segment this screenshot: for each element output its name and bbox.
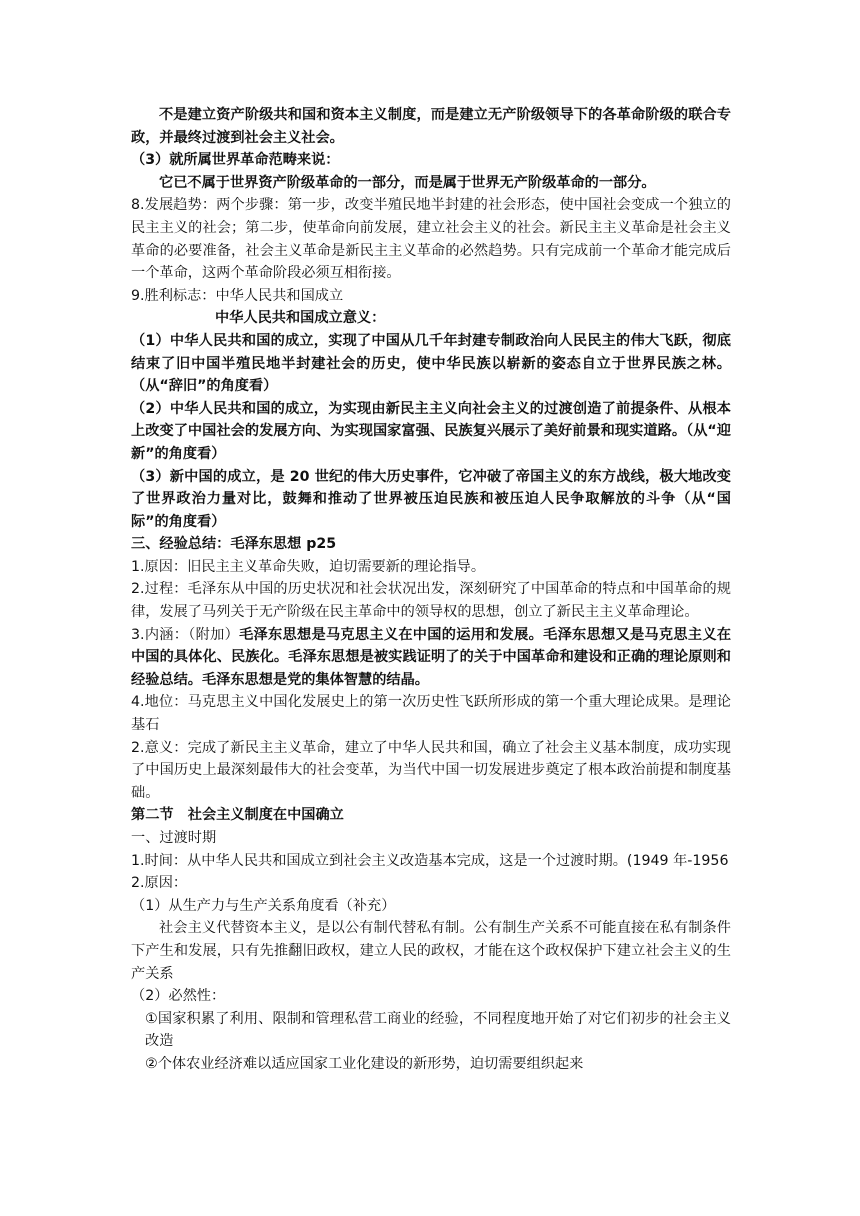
subheading: 中华人民共和国成立意义： <box>215 310 386 327</box>
paragraph: 1.时间：从中华人民共和国成立到社会主义改造基本完成，这是一个过渡时期。(1949 年-1956 <box>131 852 729 869</box>
document-page <box>131 104 731 1076</box>
paragraph: （3）新中国的成立，是 20 世纪的伟大历史事件，它冲破了帝国主义的东方战线，极大地改变了世界政治力量对比，鼓舞和推动了世界被压迫民族和被压迫人民争取解放的斗争（从“国际”的角度看） <box>131 468 731 530</box>
paragraph: ①国家积累了利用、限制和管理私营工商业的经验，不同程度地开始了对它们初步的社会主义改造 <box>145 1010 731 1050</box>
paragraph: 9.胜利标志：中华人民共和国成立 <box>131 287 344 304</box>
subheading: （3）就所属世界革命范畴来说： <box>131 152 340 169</box>
section-heading: 三、经验总结：毛泽东思想 p25 <box>131 536 337 553</box>
bold-text: 毛泽东思想是马克思主义在中国的运用和发展。毛泽东思想又是马克思主义在中国的具体化、民族化。毛泽东思想是被实践证明了的关于中国革命和建设和正确的理论原则和经验总结。毛泽东思想是党的集体智慧的结晶。 <box>131 626 732 688</box>
paragraph: 4.地位：马克思主义中国化发展史上的第一次历史性飞跃所形成的第一个重大理论成果。是理论基石 <box>131 694 731 734</box>
paragraph: 2.意义：完成了新民主主义革命，建立了中华人民共和国，确立了社会主义基本制度，成功实现了中国历史上最深刻最伟大的社会变革，为当代中国一切发展进步奠定了根本政治前提和制度基础。 <box>131 739 731 801</box>
paragraph: 8.发展趋势：两个步骤：第一步，改变半殖民地半封建的社会形态，使中国社会变成一个独立的民主主义的社会；第二步，使革命向前发展，建立社会主义的社会。新民主主义革命是社会主义革命的必要准备，社会主义革命是新民主主义革命的必然趋势。只有完成前一个革命才能完成后一个革命，这两个革命阶段必须互相衔接。 <box>131 197 731 282</box>
paragraph: （2）中华人民共和国的成立，为实现由新民主主义向社会主义的过渡创造了前提条件、从根本上改变了中国社会的发展方向、为实现国家富强、民族复兴展示了美好前景和现实道路。（从“迎新”的角度看） <box>131 400 731 462</box>
label-text: 3.内涵：（附加） <box>131 626 240 643</box>
paragraph: ②个体农业经济难以适应国家工业化建设的新形势，迫切需要组织起来 <box>145 1055 584 1072</box>
paragraph: 2.原因： <box>131 875 188 892</box>
paragraph: 它已不属于世界资产阶级革命的一部分，而是属于世界无产阶级革命的一部分。 <box>159 174 656 191</box>
section-heading: 第二节 社会主义制度在中国确立 <box>131 807 344 824</box>
paragraph <box>131 624 731 692</box>
paragraph: （1）从生产力与生产关系角度看（补充） <box>131 897 396 914</box>
paragraph: （1）中华人民共和国的成立，实现了中国从几千年封建专制政治向人民民主的伟大飞跃，彻底结束了旧中国半殖民地半封建社会的历史，使中华民族以崭新的姿态自立于世界民族之林。（从“辞旧”的角度看） <box>131 332 731 395</box>
paragraph: 不是建立资产阶级共和国和资本主义制度，而是建立无产阶级领导下的各革命阶级的联合专政，并最终过渡到社会主义社会。 <box>131 107 731 146</box>
paragraph: 社会主义代替资本主义，是以公有制代替私有制。公有制生产关系不可能直接在私有制条件下产生和发展，只有先推翻旧政权，建立人民的政权，才能在这个政权保护下建立社会主义的生产关系 <box>131 920 731 982</box>
paragraph: 一、过渡时期 <box>131 830 217 846</box>
paragraph: 2.过程：毛泽东从中国的历史状况和社会状况出发，深刻研究了中国革命的特点和中国革命的规律，发展了马列关于无产阶级在民主革命中的领导权的思想，创立了新民主主义革命理论。 <box>131 581 731 621</box>
paragraph: 1.原因：旧民主主义革命失败，迫切需要新的理论指导。 <box>131 558 486 575</box>
paragraph: （2）必然性： <box>131 988 226 1005</box>
